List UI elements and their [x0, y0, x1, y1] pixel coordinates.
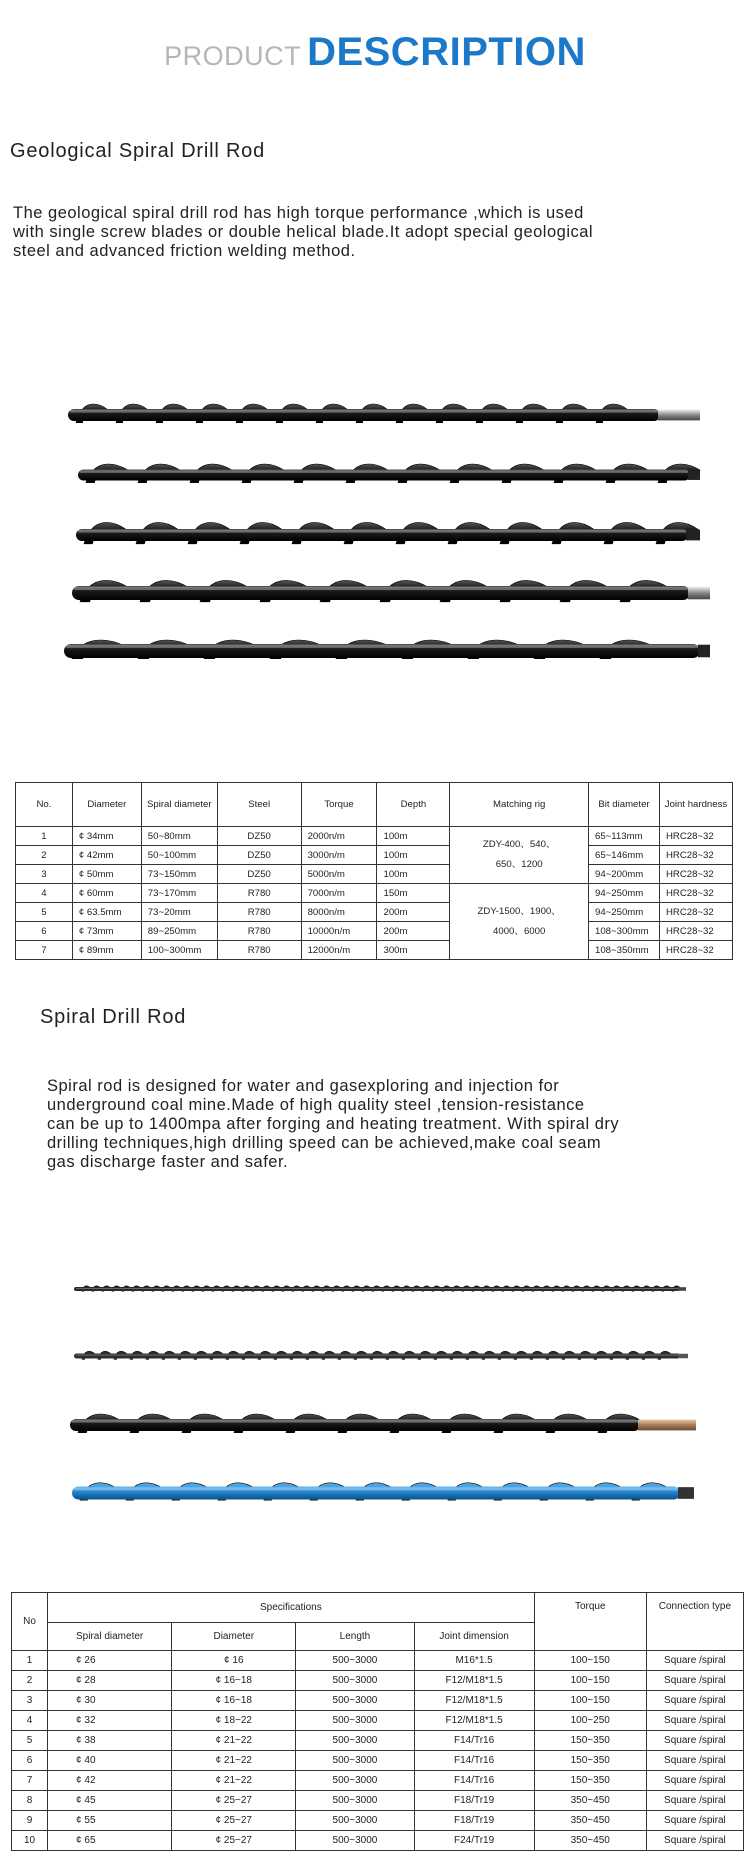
col-header-no: No: [12, 1593, 48, 1651]
table-cell: 108~350mm: [589, 941, 660, 960]
table-cell: F12/M18*1.5: [414, 1691, 534, 1711]
table-cell: 500~3000: [296, 1731, 414, 1751]
table-row: [16, 922, 733, 941]
rod: [68, 404, 700, 423]
table-cell: ¢ 60mm: [72, 884, 141, 903]
spiral-spec-table: [11, 1592, 744, 1851]
table-cell: 8000n/m: [301, 903, 377, 922]
header-prefix: PRODUCT: [164, 41, 302, 71]
table-cell: R780: [217, 903, 301, 922]
page-header: [0, 30, 750, 75]
table-cell: 500~3000: [296, 1791, 414, 1811]
table-cell: 3: [16, 865, 73, 884]
table-cell: F24/Tr19: [414, 1831, 534, 1851]
table-cell: 150~350: [534, 1731, 646, 1751]
section2-title: Spiral Drill Rod: [40, 1006, 187, 1028]
table-cell: 100m: [377, 846, 450, 865]
table-cell: 6: [12, 1751, 48, 1771]
col-header: Diameter: [72, 783, 141, 827]
table-cell: 50~100mm: [141, 846, 217, 865]
table-row: [12, 1751, 744, 1771]
table-row: [12, 1831, 744, 1851]
table-cell: DZ50: [217, 865, 301, 884]
table-cell: ¢ 34mm: [72, 827, 141, 846]
table-cell: 150~350: [534, 1771, 646, 1791]
table-row: [12, 1731, 744, 1751]
table-cell: ¢ 45: [48, 1791, 172, 1811]
table-cell: 9: [12, 1811, 48, 1831]
table-cell: 100~250: [534, 1711, 646, 1731]
col-header: Diameter: [172, 1623, 296, 1651]
table-cell: 150~350: [534, 1751, 646, 1771]
table-cell: Square /spiral: [646, 1711, 743, 1731]
table-row: [16, 903, 733, 922]
table-cell: ¢ 21~22: [172, 1751, 296, 1771]
table-cell: Square /spiral: [646, 1771, 743, 1791]
table-cell: Square /spiral: [646, 1651, 743, 1671]
table-cell: ¢ 73mm: [72, 922, 141, 941]
table-cell: F14/Tr16: [414, 1731, 534, 1751]
rod: [76, 522, 700, 543]
table-header-row: [12, 1593, 744, 1623]
table-cell: 200m: [377, 903, 450, 922]
table-cell: 100~150: [534, 1651, 646, 1671]
table-row: [16, 941, 733, 960]
table-cell: ¢ 63.5mm: [72, 903, 141, 922]
table-cell: 7: [16, 941, 73, 960]
col-header: No.: [16, 783, 73, 827]
table-cell: 500~3000: [296, 1711, 414, 1731]
table-cell: 108~300mm: [589, 922, 660, 941]
table-cell: 7: [12, 1771, 48, 1791]
table-row: [12, 1791, 744, 1811]
table-cell: 89~250mm: [141, 922, 217, 941]
section1-description: The geological spiral drill rod has high torque performance ,which is used with single screw blades or double helical blade.It adopt special geological steel and advanced friction welding method.: [13, 204, 594, 260]
col-header: Steel: [217, 783, 301, 827]
col-header: Joint dimension: [414, 1623, 534, 1651]
table-cell: Square /spiral: [646, 1811, 743, 1831]
section2-description: Spiral rod is designed for water and gasexploring and injection for underground coal mine.Made of high quality steel ,tension-resistance can be up to 1400mpa after forging and heating treatment. With spiral dry drilling techniques,high drilling speed can be achieved,make coal seam gas discharge faster and safer.: [47, 1077, 620, 1171]
table-row: [12, 1691, 744, 1711]
table-row: [12, 1651, 744, 1671]
table-cell: DZ50: [217, 846, 301, 865]
table-cell: 500~3000: [296, 1771, 414, 1791]
matching-rig-cell: ZDY-400、540、 650、1200: [450, 827, 589, 884]
table-cell: 3: [12, 1691, 48, 1711]
table-cell: Square /spiral: [646, 1791, 743, 1811]
table-cell: ¢ 38: [48, 1731, 172, 1751]
table-cell: Square /spiral: [646, 1671, 743, 1691]
table-cell: 200m: [377, 922, 450, 941]
table-cell: 10000n/m: [301, 922, 377, 941]
table-cell: HRC28~32: [659, 846, 732, 865]
col-header: Matching rig: [450, 783, 589, 827]
table-cell: 94~250mm: [589, 884, 660, 903]
table-cell: Square /spiral: [646, 1831, 743, 1851]
table-cell: 73~150mm: [141, 865, 217, 884]
table-cell: ¢ 30: [48, 1691, 172, 1711]
table-cell: 100~150: [534, 1671, 646, 1691]
table-cell: ¢ 32: [48, 1711, 172, 1731]
table-row: [12, 1671, 744, 1691]
table-cell: ¢ 16~18: [172, 1671, 296, 1691]
table-cell: ¢ 42: [48, 1771, 172, 1791]
table-row: [16, 865, 733, 884]
geological-spec-table: [15, 782, 733, 960]
table-cell: 94~200mm: [589, 865, 660, 884]
table-row: [16, 884, 733, 903]
table-cell: 350~450: [534, 1811, 646, 1831]
rod: [78, 464, 700, 483]
table-cell: F18/Tr19: [414, 1811, 534, 1831]
header-title: DESCRIPTION: [307, 30, 586, 74]
table-cell: HRC28~32: [659, 827, 732, 846]
table-cell: ¢ 50mm: [72, 865, 141, 884]
col-header-connection: Connection type: [646, 1593, 743, 1651]
table-cell: 2000n/m: [301, 827, 377, 846]
table-row: [16, 846, 733, 865]
table-cell: 2: [16, 846, 73, 865]
table-cell: ¢ 65: [48, 1831, 172, 1851]
table-cell: HRC28~32: [659, 865, 732, 884]
table-cell: Square /spiral: [646, 1751, 743, 1771]
table-cell: 150m: [377, 884, 450, 903]
table-cell: 4: [12, 1711, 48, 1731]
table-cell: HRC28~32: [659, 941, 732, 960]
table-cell: 1: [12, 1651, 48, 1671]
table-cell: 10: [12, 1831, 48, 1851]
table-cell: ¢ 21~22: [172, 1771, 296, 1791]
table-row: [12, 1811, 744, 1831]
rod: [64, 640, 710, 659]
table-cell: 500~3000: [296, 1751, 414, 1771]
table-cell: 5000n/m: [301, 865, 377, 884]
table-cell: 73~20mm: [141, 903, 217, 922]
table-cell: 94~250mm: [589, 903, 660, 922]
table-cell: 5: [12, 1731, 48, 1751]
table-cell: 3000n/m: [301, 846, 377, 865]
rod: [74, 1351, 688, 1359]
table-row: [16, 827, 733, 846]
table-cell: 350~450: [534, 1831, 646, 1851]
table-header-row: [16, 783, 733, 827]
table-cell: 500~3000: [296, 1811, 414, 1831]
table-cell: 500~3000: [296, 1831, 414, 1851]
col-header: Torque: [301, 783, 377, 827]
table-cell: ¢ 21~22: [172, 1731, 296, 1751]
table-cell: HRC28~32: [659, 884, 732, 903]
table-cell: 7000n/m: [301, 884, 377, 903]
table-cell: 5: [16, 903, 73, 922]
table-cell: F14/Tr16: [414, 1751, 534, 1771]
col-header: Length: [296, 1623, 414, 1651]
table-cell: ¢ 18~22: [172, 1711, 296, 1731]
table-cell: 6: [16, 922, 73, 941]
col-header: Bit diameter: [589, 783, 660, 827]
table-cell: 100m: [377, 827, 450, 846]
table-cell: 50~80mm: [141, 827, 217, 846]
table-cell: ¢ 42mm: [72, 846, 141, 865]
table-cell: DZ50: [217, 827, 301, 846]
table-cell: ¢ 16~18: [172, 1691, 296, 1711]
rod: [74, 1286, 686, 1291]
section1-title: Geological Spiral Drill Rod: [10, 140, 266, 162]
table-cell: ¢ 25~27: [172, 1831, 296, 1851]
table-cell: 100m: [377, 865, 450, 884]
table-cell: ¢ 16: [172, 1651, 296, 1671]
table-cell: 4: [16, 884, 73, 903]
table-row: [12, 1711, 744, 1731]
table-cell: 1: [16, 827, 73, 846]
rod: [72, 1483, 694, 1500]
table-cell: M16*1.5: [414, 1651, 534, 1671]
col-header: Spiral diameter: [48, 1623, 172, 1651]
table-cell: F18/Tr19: [414, 1791, 534, 1811]
matching-rig-cell: ZDY-1500、1900、 4000、6000: [450, 884, 589, 960]
table-cell: 500~3000: [296, 1671, 414, 1691]
table-cell: HRC28~32: [659, 922, 732, 941]
table-cell: Square /spiral: [646, 1691, 743, 1711]
col-header: Depth: [377, 783, 450, 827]
col-header-torque: Torque: [534, 1593, 646, 1651]
table-cell: ¢ 40: [48, 1751, 172, 1771]
table-cell: 100~300mm: [141, 941, 217, 960]
table-cell: F12/M18*1.5: [414, 1711, 534, 1731]
table-cell: 73~170mm: [141, 884, 217, 903]
table-cell: 500~3000: [296, 1691, 414, 1711]
table-cell: ¢ 25~27: [172, 1811, 296, 1831]
table-cell: F12/M18*1.5: [414, 1671, 534, 1691]
table-cell: 65~146mm: [589, 846, 660, 865]
table-cell: F14/Tr16: [414, 1771, 534, 1791]
table-cell: R780: [217, 941, 301, 960]
table-cell: 65~113mm: [589, 827, 660, 846]
table-cell: ¢ 26: [48, 1651, 172, 1671]
table-cell: 350~450: [534, 1791, 646, 1811]
table-cell: ¢ 28: [48, 1671, 172, 1691]
table-cell: 2: [12, 1671, 48, 1691]
table-cell: ¢ 55: [48, 1811, 172, 1831]
col-header: Spiral diameter: [141, 783, 217, 827]
rod: [72, 580, 710, 601]
table-cell: Square /spiral: [646, 1731, 743, 1751]
table-cell: R780: [217, 884, 301, 903]
table-cell: ¢ 89mm: [72, 941, 141, 960]
rod: [70, 1414, 696, 1433]
table-cell: R780: [217, 922, 301, 941]
col-header: Joint hardness: [659, 783, 732, 827]
table-cell: 100~150: [534, 1691, 646, 1711]
table-cell: HRC28~32: [659, 903, 732, 922]
spiral-rods-image: [0, 1265, 750, 1550]
table-cell: 300m: [377, 941, 450, 960]
col-header-specifications: Specifications: [48, 1593, 535, 1623]
table-row: [12, 1771, 744, 1791]
table-cell: 8: [12, 1791, 48, 1811]
table-cell: 12000n/m: [301, 941, 377, 960]
table-cell: 500~3000: [296, 1651, 414, 1671]
geological-rods-image: [0, 385, 750, 675]
table-cell: ¢ 25~27: [172, 1791, 296, 1811]
